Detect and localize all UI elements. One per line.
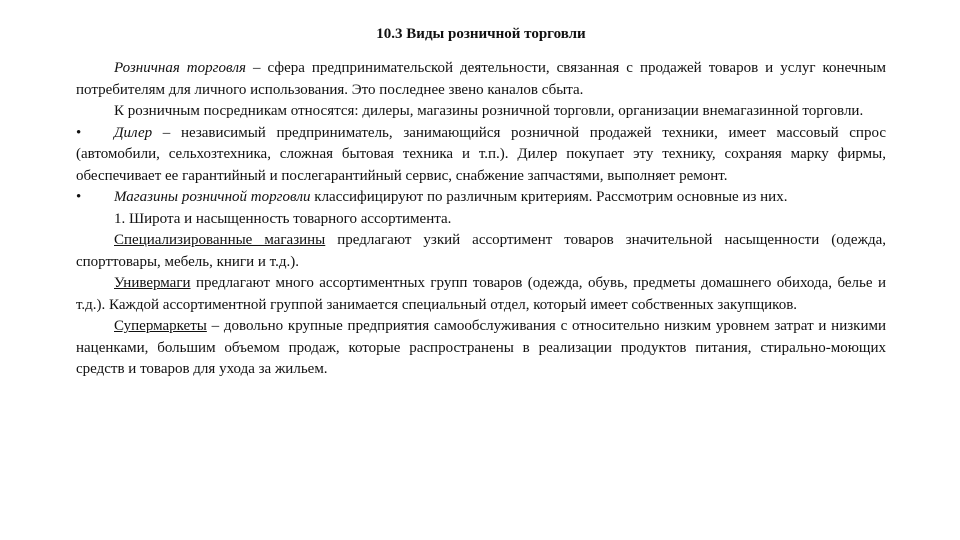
paragraph-text: предлагают узкий ассортимент товаров значительной насыщенности (одежда, спорттовары, мебель, книги и т.д.). — [76, 232, 886, 270]
term-specialized-stores: Специализированные магазины — [114, 232, 326, 248]
paragraph-text: 1. Широта и насыщенность товарного ассортимента. — [114, 210, 452, 227]
paragraph-text: – довольно крупные предприятия самообслуживания с относительно низким уровнем затрат и низкими наценками, большим объемом продаж, которые распространены в реализации продуктов питания, стирально-моющих средств и товаров для ухода за жильем. — [76, 318, 886, 377]
term-dealer: Дилер — [114, 124, 153, 141]
bullet-retail-stores — [76, 187, 886, 209]
paragraph-text: классифицируют по различным критериям. Рассмотрим основные из них. — [310, 189, 788, 205]
term-retail-stores: Магазины розничной торговли — [114, 189, 311, 205]
paragraph-retail-definition — [76, 58, 886, 101]
paragraph-assortment-criterion — [76, 209, 886, 231]
paragraph-text: – сфера предпринимательской деятельности, связанная с продажей товаров и услуг конечным потребителям для личного использования. Это последнее звено каналов сбыта. — [76, 60, 886, 98]
paragraph-specialized-stores — [76, 230, 886, 273]
paragraph-supermarkets — [76, 316, 886, 381]
paragraph-department-stores — [76, 273, 886, 316]
bullet-marker: • — [76, 189, 82, 205]
paragraph-intermediaries — [76, 101, 886, 123]
paragraph-text: К розничным посредникам относятся: дилеры, магазины розничной торговли, организации внемагазинной торговли. — [114, 103, 864, 119]
term-supermarkets: Супермаркеты — [114, 318, 207, 334]
term-retail: Розничная торговля — [114, 60, 246, 76]
document-page — [76, 24, 886, 381]
paragraph-text: предлагают много ассортиментных групп товаров (одежда, обувь, предметы домашнего обихода, белье и т.д.). Каждой ассортиментной группой занимается специальный отдел, который имеет собственных закупщиков. — [76, 275, 886, 313]
bullet-dealer — [76, 123, 886, 188]
paragraph-text: – независимый предприниматель, занимающийся розничной продажей техники, имеет массовый спрос (автомобили, сельхозтехника, сложная бытовая техника и т.п.). Дилер покупает эту технику, сохраняя марку фирмы, обеспечивает ее гарантийный и послегарантийный сервис, снабжение запчастями, выполняет ремонт. — [76, 124, 886, 184]
document-title: 10.3 Виды розничной торговли — [376, 26, 586, 42]
bullet-marker: • — [76, 124, 82, 141]
term-department-stores: Универмаги — [114, 275, 191, 291]
